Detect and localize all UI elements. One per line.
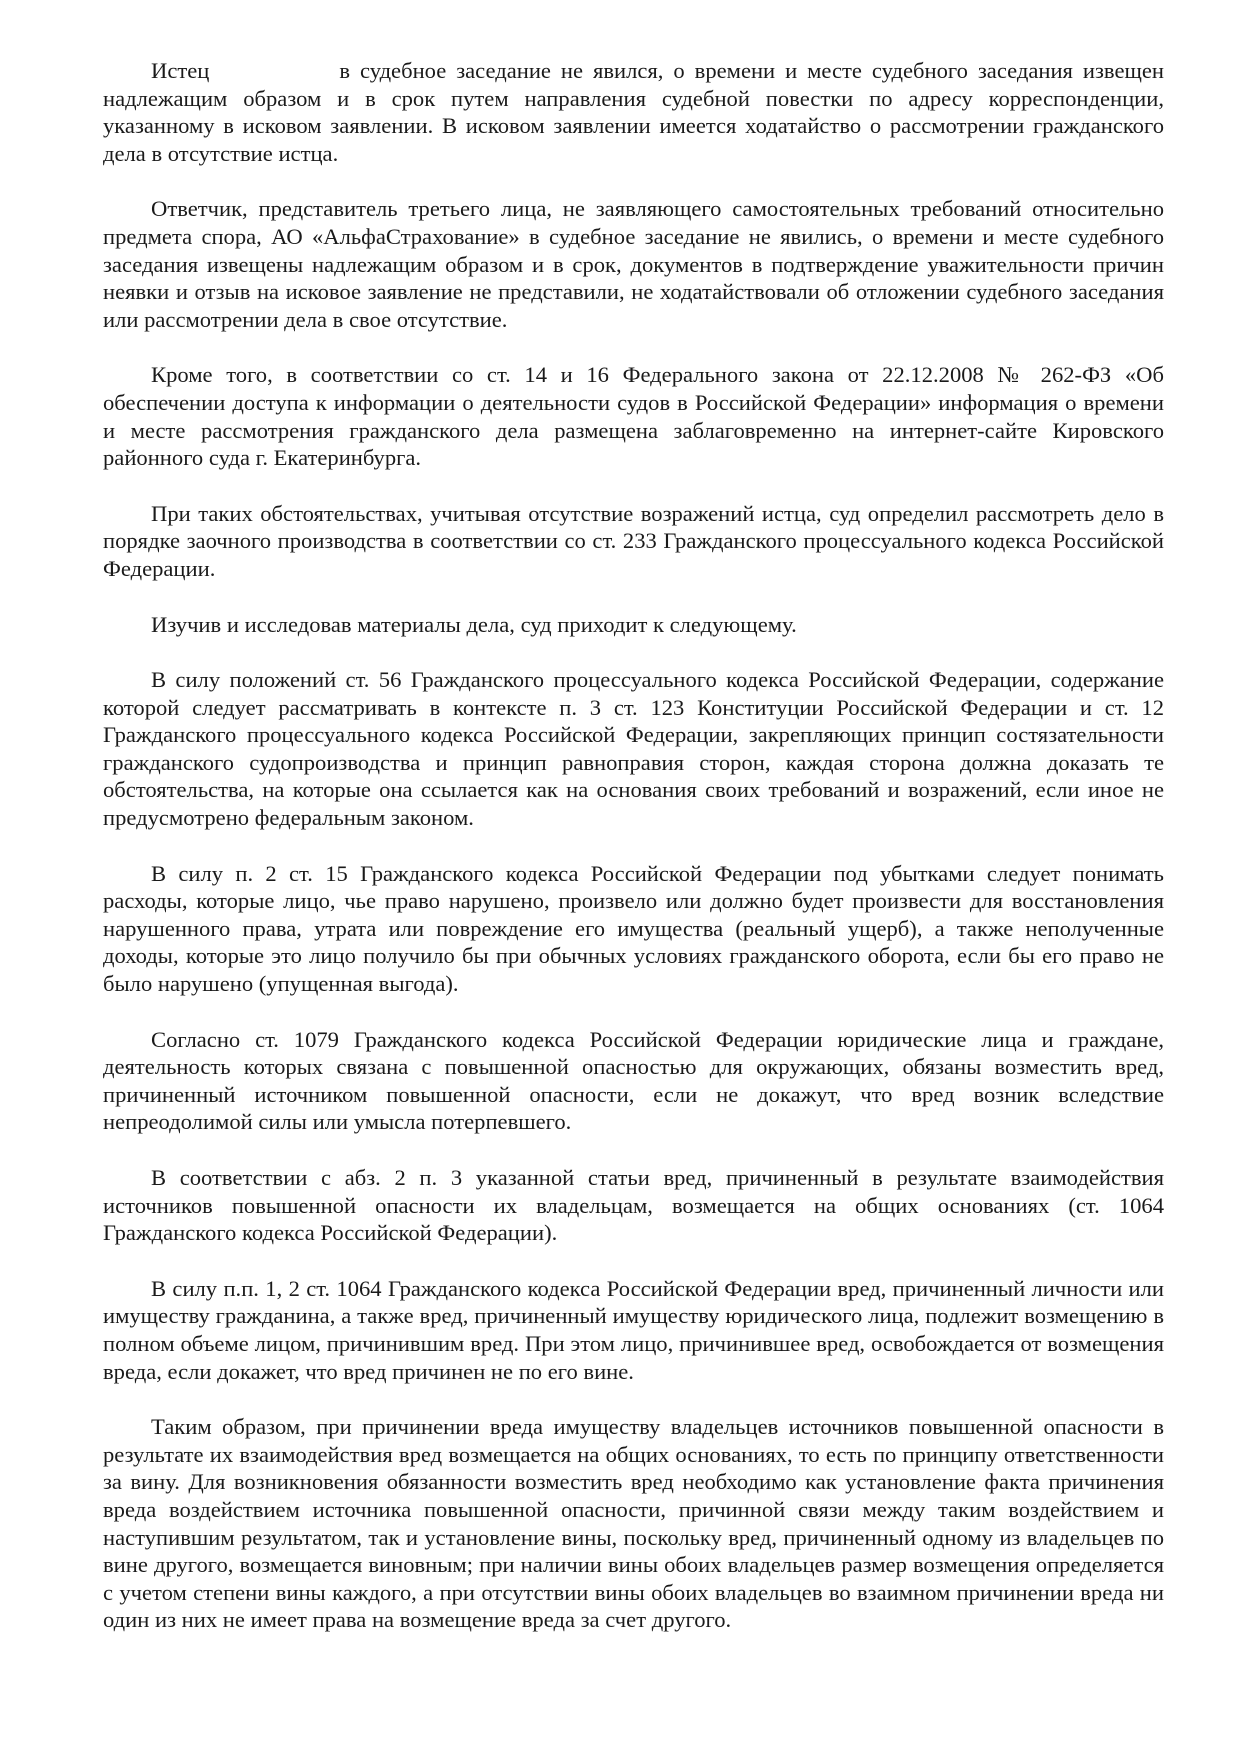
paragraph-defendant-absence: Ответчик, представитель третьего лица, не заявляющего самостоятельных требований относительно предмета спора, АО «АльфаСтрахование» в судебное заседание не явились, о времени и месте судебного заседания извещены надлежащим образом и в срок, документов в подтверждение уважительности причин неявки и отзыв на исковое заявление не представили, не ходатайствовали об отложении судебного заседания или рассмотрении дела в свое отсутствие. (103, 196, 1164, 332)
paragraph-article-1079-p3: В соответствии с абз. 2 п. 3 указанной статьи вред, причиненный в результате взаимодействия источников повышенной опасности их владельцам, возмещается на общих основаниях (ст. 1064 Гражданского кодекса Российской Федерации). (103, 1165, 1164, 1246)
paragraph-fault-liability: Таким образом, при причинении вреда имуществу владельцев источников повышенной опасности в результате их взаимодействия вред возмещается на общих основаниях, то есть по принципу ответственности за вину. Для возникновения обязанности возместить вред необходимо как установление факта причинения вреда воздействием источника повышенной опасности, причинной связи между таким воздействием и наступившим результатом, так и установление вины, поскольку вред, причиненный одному из владельцев по вине другого, возмещается виновным; при наличии вины обоих владельцев размер возмещения определяется с учетом степени вины каждого, а при отсутствии вины обоих владельцев во взаимном причинении вреда ни один из них не имеет права на возмещение вреда за счет другого. (103, 1414, 1164, 1633)
document-body (103, 57, 1164, 1662)
paragraph-article-15: В силу п. 2 ст. 15 Гражданского кодекса Российской Федерации под убытками следует понимать расходы, которые лицо, чье право нарушено, произвело или должно будет произвести для восстановления нарушенного права, утрата или повреждение его имущества (реальный ущерб), а также неполученные доходы, которые это лицо получило бы при обычных условиях гражданского оборота, если бы его право не было нарушено (упущенная выгода). (103, 860, 1164, 997)
paragraph-article-1064: В силу п.п. 1, 2 ст. 1064 Гражданского кодекса Российской Федерации вред, причиненный личности или имуществу гражданина, а также вред, причиненный имуществу юридического лица, подлежит возмещению в полном объеме лицом, причинившим вред. При этом лицо, причинившее вред, освобождается от возмещения вреда, если докажет, что вред причинен не по его вине. (103, 1275, 1164, 1384)
paragraph-court-website-notice: Кроме того, в соответствии со ст. 14 и 16 Федерального закона от 22.12.2008 № 262-ФЗ «Об обеспечении доступа к информации о деятельности судов в Российской Федерации» информация о времени и месте рассмотрения гражданского дела размещена заблаговременно на интернет-сайте Кировского районного суда г. Екатеринбурга. (103, 362, 1164, 471)
paragraph-default-judgment: При таких обстоятельствах, учитывая отсутствие возражений истца, суд определил рассмотреть дело в порядке заочного производства в соответствии со ст. 233 Гражданского процессуального кодекса Российской Федерации. (103, 500, 1164, 581)
paragraph-plaintiff-absence (103, 57, 1164, 167)
paragraph-article-56: В силу положений ст. 56 Гражданского процессуального кодекса Российской Федерации, содержание которой следует рассматривать в контексте п. 3 ст. 123 Конституции Российской Федерации и ст. 12 Гражданского процессуального кодекса Российской Федерации, закрепляющих принцип состязательности гражданского судопроизводства и принцип равноправия сторон, каждая сторона должна доказать те обстоятельства, на которые она ссылается как на основания своих требований и возражений, если иное не предусмотрено федеральным законом. (103, 667, 1164, 831)
paragraph-text: в судебное заседание не явился, о времени и месте судебного заседания извещен надлежащим образом и в срок путем направления судебной повестки по адресу корреспонденции, указанному в исковом заявлении. В исковом заявлении имеется ходатайство о рассмотрении гражданского дела в отсутствие истца. (103, 58, 1164, 166)
paragraph-court-finding-intro: Изучив и исследовав материалы дела, суд приходит к следующему. (151, 611, 797, 637)
paragraph-lead: Истец (151, 58, 210, 83)
paragraph-article-1079: Согласно ст. 1079 Гражданского кодекса Российской Федерации юридические лица и граждане, деятельность которых связана с повышенной опасностью для окружающих, обязаны возместить вред, причиненный источником повышенной опасности, если не докажут, что вред возник вследствие непреодолимой силы или умысла потерпевшего. (103, 1026, 1164, 1135)
